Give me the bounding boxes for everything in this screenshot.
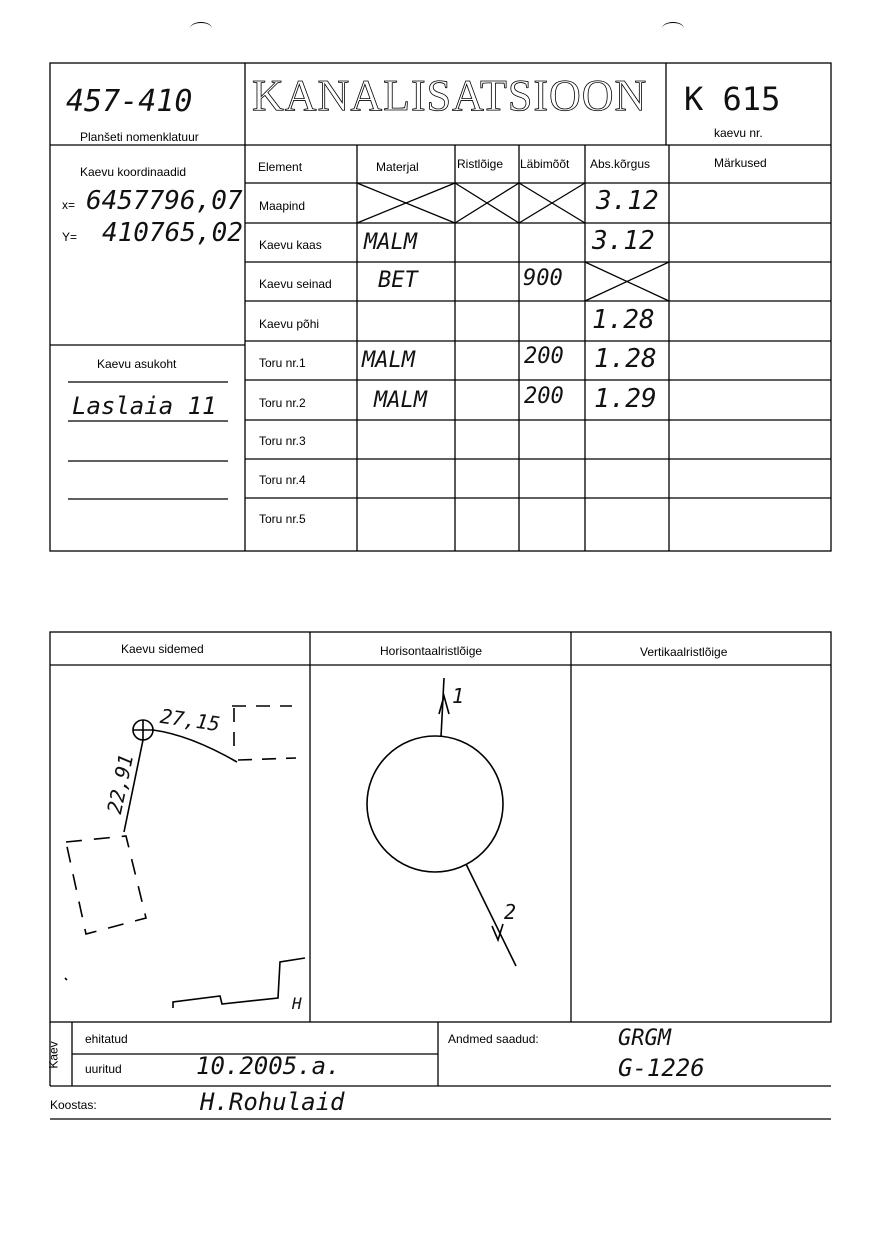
row-diameter: 200: [524, 384, 564, 409]
compiler-signature: H.Rohulaid: [200, 1088, 345, 1116]
col-header-material: Materjal: [376, 160, 419, 174]
sheet-label: Planšeti nomenklatuur: [80, 130, 199, 144]
footer-side-label: Kaev: [46, 1041, 61, 1069]
vertical-section-title: Vertikaalristlõige: [640, 645, 728, 659]
row-material: BET: [378, 268, 418, 293]
y-prefix: Y=: [62, 230, 78, 244]
row-element: Kaevu põhi: [259, 317, 320, 331]
pipe-1-label: 1: [452, 684, 465, 708]
row-diameter: 900: [523, 266, 563, 291]
row-element: Toru nr.4: [259, 473, 306, 487]
row-element: Toru nr.2: [259, 396, 306, 410]
row-element: Maapind: [259, 199, 306, 213]
row-material: MALM: [374, 388, 427, 413]
row-element: Kaevu kaas: [259, 238, 322, 252]
coordinates-label: Kaevu koordinaadid: [80, 165, 187, 179]
row-elevation: 3.12: [596, 186, 659, 216]
col-header-diameter: Läbimõõt: [520, 157, 570, 171]
compiler-label: Koostas:: [50, 1098, 97, 1112]
location-label: Kaevu asukoht: [97, 357, 177, 371]
row-element: Toru nr.3: [259, 434, 306, 448]
row-elevation: 3.12: [592, 226, 655, 256]
col-header-notes: Märkused: [714, 156, 767, 170]
page-title: KANALISATSIOON: [252, 71, 648, 120]
well-number: K 615: [684, 80, 781, 118]
building-mark: H: [292, 994, 302, 1013]
data-source-line2: G-1226: [618, 1054, 705, 1082]
tie-distance-1: 27,15: [158, 703, 222, 737]
horizontal-section-sketch: [367, 678, 516, 966]
row-elevation: 1.28: [594, 344, 657, 374]
surveyed-value: 10.2005.a.: [196, 1052, 341, 1080]
row-element: Kaevu seinad: [259, 277, 332, 291]
sheet-number: 457-410: [66, 84, 193, 119]
row-element: Toru nr.5: [259, 512, 306, 526]
y-coordinate: 410765,02: [102, 218, 243, 248]
col-header-cross-section: Ristlõige: [457, 157, 504, 171]
tie-distance-2: 22,91: [102, 752, 139, 816]
built-label: ehitatud: [85, 1032, 128, 1046]
x-coordinate: 6457796,07: [86, 186, 243, 216]
data-source-line1: GRGM: [618, 1026, 671, 1051]
horizontal-section-title: Horisontaalristlõige: [380, 644, 483, 658]
row-elevation: 1.29: [594, 384, 657, 414]
surveyed-label: uuritud: [85, 1062, 122, 1076]
data-source-label: Andmed saadud:: [448, 1032, 539, 1046]
ties-sketch: [65, 703, 305, 1008]
location-value: Laslaia 11: [72, 392, 217, 420]
ties-section-title: Kaevu sidemed: [121, 642, 204, 656]
row-elevation: 1.28: [592, 305, 655, 335]
row-material: MALM: [364, 230, 417, 255]
row-element: Toru nr.1: [259, 356, 306, 370]
row-material: MALM: [362, 348, 415, 373]
pipe-2-label: 2: [504, 900, 517, 924]
well-label: kaevu nr.: [714, 126, 763, 140]
row-diameter: 200: [524, 344, 564, 369]
col-header-elevation: Abs.kõrgus: [590, 157, 651, 171]
x-prefix: x=: [62, 198, 76, 212]
col-header-element: Element: [258, 160, 303, 174]
